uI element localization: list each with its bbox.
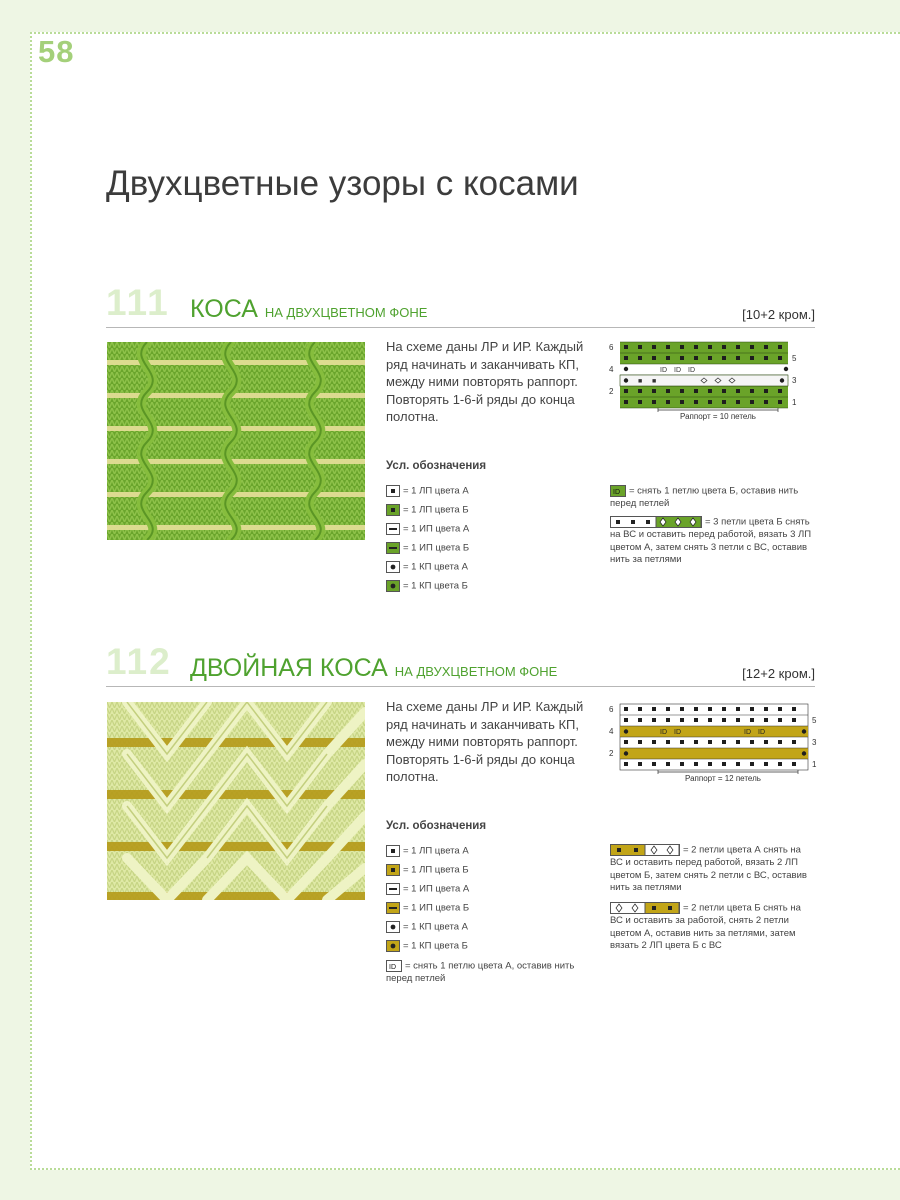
knit-sample-photo-111 <box>107 342 365 540</box>
edge-a-icon <box>386 921 400 933</box>
knit-a-icon <box>386 485 400 497</box>
cable-icon <box>610 902 680 914</box>
legend-item-slip: ID = снять 1 петлю цвета Б, оставив нить перед петлей <box>610 485 799 510</box>
legend-item: = 1 ИП цвета А <box>386 523 469 537</box>
section-title-main: ДВОЙНАЯ КОСА <box>190 654 388 682</box>
row-label-2: 2 <box>609 387 614 396</box>
row-label-1: 1 <box>812 760 817 769</box>
section-description: На схеме даны ЛР и ИР. Каждый ряд начинать и заканчивать КП, между ними повторять раппорт. Повторять 1-6-й ряды до конца полотна. <box>386 339 584 424</box>
slip-id-icon <box>386 960 402 972</box>
legend-item: = 1 КП цвета А <box>386 921 468 935</box>
svg-text:ID: ID <box>744 729 751 736</box>
svg-text:ID: ID <box>660 729 667 736</box>
row-label-4: 4 <box>609 365 614 374</box>
section-title <box>190 654 557 683</box>
knit-b-icon <box>386 504 400 516</box>
legend-item: = 1 ЛП цвета А <box>386 485 469 499</box>
svg-text:ID: ID <box>389 964 396 971</box>
cable-icon <box>610 516 702 528</box>
legend-item: = 1 ЛП цвета А <box>386 845 469 859</box>
legend-item-cable: = 2 петли цвета Б снять на ВС и оставить за работой, снять 2 петли цветом А, оставив нить за петлями, затем вязать 2 ЛП цвета Б с ВС <box>610 902 801 952</box>
legend-item: = 1 КП цвета А <box>386 561 468 575</box>
row-label-6: 6 <box>609 343 614 352</box>
row-label-4: 4 <box>609 727 614 736</box>
knit-sample-photo-112 <box>107 702 365 900</box>
purl-a-icon <box>386 523 400 535</box>
repeat-label: Раппорт = 12 петель <box>685 774 761 783</box>
row-label-5: 5 <box>812 716 817 725</box>
page-title: Двухцветные узоры с косами <box>106 164 579 203</box>
section-description: На схеме даны ЛР и ИР. Каждый ряд начинать и заканчивать КП, между ними повторять раппорт. Повторять 1-6-й ряды до конца полотна. <box>386 699 584 784</box>
svg-text:ID: ID <box>674 367 681 374</box>
svg-text:■: ■ <box>638 378 643 385</box>
section-number: 111 <box>106 282 170 323</box>
svg-text:ID: ID <box>758 729 765 736</box>
legend-item: = 1 ИП цвета А <box>386 883 469 897</box>
legend-item-cable: = 2 петли цвета А снять на ВС и оставить перед работой, вязать 2 ЛП цветом Б, затем снять 2 петли с ВС, оставив нить за петлями <box>610 844 807 894</box>
row-label-3: 3 <box>792 376 797 385</box>
svg-text:ID: ID <box>688 367 695 374</box>
svg-text:ID: ID <box>660 367 667 374</box>
section-title-sub: НА ДВУХЦВЕТНОМ ФОНЕ <box>394 664 558 679</box>
legend-item: = 1 ИП цвета Б <box>386 542 469 556</box>
legend-item: = 1 ЛП цвета Б <box>386 504 469 518</box>
chart-grid <box>620 704 808 774</box>
slip-id-icon <box>610 485 626 497</box>
row-label-3: 3 <box>812 738 817 747</box>
edge-b-icon <box>386 580 400 592</box>
edge-a-icon <box>386 561 400 573</box>
section-number: 112 <box>106 641 172 682</box>
legend-item: = 1 КП цвета Б <box>386 580 468 594</box>
row-label-1: 1 <box>792 398 797 407</box>
section-repeat: [10+2 кром.] <box>742 307 815 322</box>
repeat-label: Раппорт = 10 петель <box>680 412 756 421</box>
edge-b-icon <box>386 940 400 952</box>
cable-icon <box>610 844 680 856</box>
legend-item: = 1 КП цвета Б <box>386 940 468 954</box>
purl-b-icon <box>386 902 400 914</box>
section-title <box>190 295 427 324</box>
legend-item: = 1 ИП цвета Б <box>386 902 469 916</box>
knit-b-icon <box>386 864 400 876</box>
row-label-5: 5 <box>792 354 797 363</box>
legend-item-slip: ID = снять 1 петлю цвета А, оставив нить перед петлей <box>386 960 575 985</box>
legend-item: = 1 ЛП цвета Б <box>386 864 469 878</box>
chart-grid <box>620 342 788 412</box>
section-112-header <box>106 641 815 687</box>
purl-a-icon <box>386 883 400 895</box>
section-title-sub: НА ДВУХЦВЕТНОМ ФОНЕ <box>264 305 428 320</box>
svg-text:ID: ID <box>674 729 681 736</box>
section-repeat: [12+2 кром.] <box>742 666 815 681</box>
legend-title: Усл. обозначения <box>386 820 487 832</box>
knitting-chart-112 <box>608 700 818 784</box>
knitting-chart-111 <box>608 338 813 422</box>
knit-a-icon <box>386 845 400 857</box>
section-111-header <box>106 282 815 328</box>
section-title-main: КОСА <box>190 295 258 323</box>
legend-item-cable: = 3 петли цвета Б снять на ВС и оставить перед работой, вязать 3 ЛП цветом А, затем снять 3 петли с ВС, оставив нить за петлями <box>610 516 812 566</box>
svg-text:■: ■ <box>652 378 657 385</box>
row-label-2: 2 <box>609 749 614 758</box>
purl-b-icon <box>386 542 400 554</box>
row-label-6: 6 <box>609 705 614 714</box>
svg-text:ID: ID <box>613 489 620 496</box>
page-number: 58 <box>38 34 75 69</box>
legend-title: Усл. обозначения <box>386 460 487 472</box>
